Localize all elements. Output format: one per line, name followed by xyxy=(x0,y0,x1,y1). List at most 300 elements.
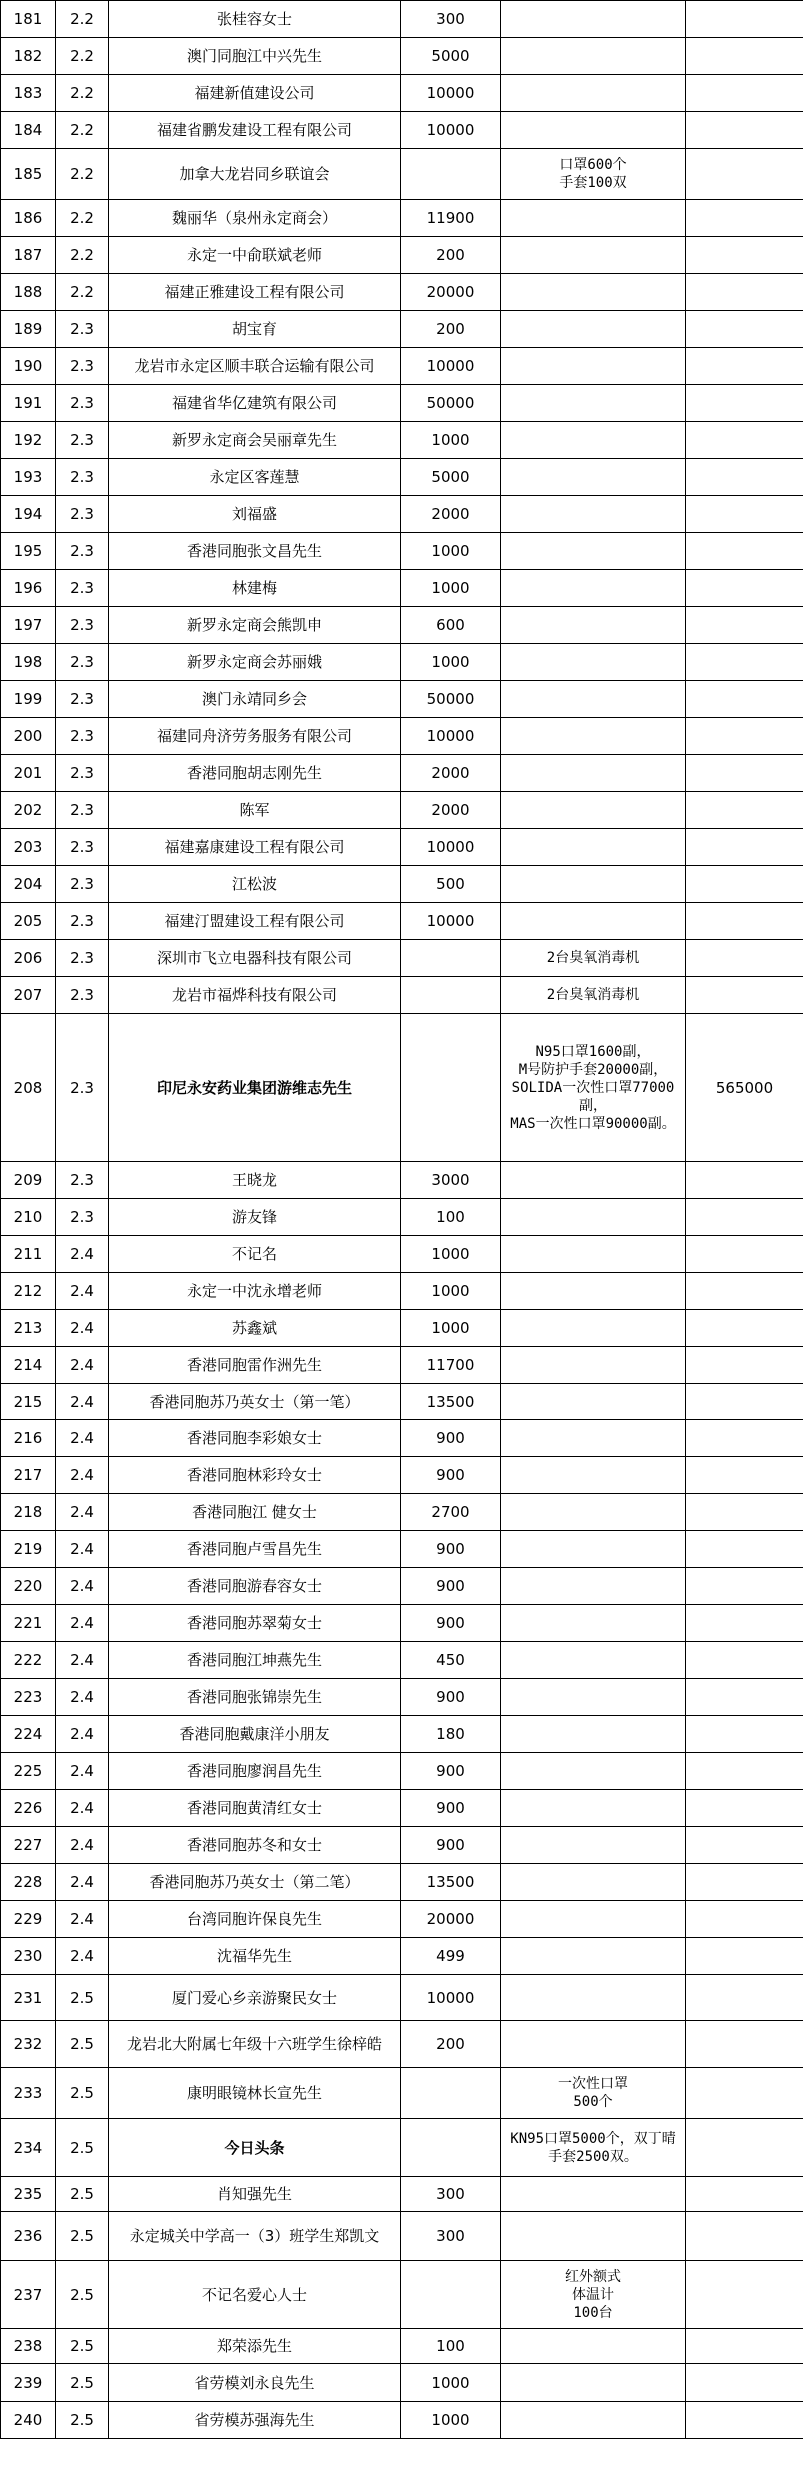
date-cell: 2.3 xyxy=(56,866,109,903)
items-cell xyxy=(501,570,686,607)
amount-cell xyxy=(401,2261,501,2329)
table-row xyxy=(1,644,803,681)
amount-cell: 20000 xyxy=(401,274,501,311)
table-row xyxy=(1,1310,803,1347)
value-cell xyxy=(686,1605,803,1642)
amount-cell: 100 xyxy=(401,1199,501,1236)
row-number-cell: 226 xyxy=(1,1790,56,1827)
row-number-cell: 215 xyxy=(1,1384,56,1420)
table-row xyxy=(1,385,803,422)
table-row xyxy=(1,1014,803,1162)
value-cell xyxy=(686,1790,803,1827)
value-cell xyxy=(686,1716,803,1753)
date-cell: 2.3 xyxy=(56,607,109,644)
items-line: SOLIDA一次性口罩77000 xyxy=(511,1079,675,1096)
donor-cell: 不记名 xyxy=(109,1236,401,1273)
value-cell xyxy=(686,1,803,38)
value-cell xyxy=(686,2068,803,2119)
items-cell xyxy=(501,1679,686,1716)
value-cell xyxy=(686,459,803,496)
row-number-cell: 181 xyxy=(1,1,56,38)
amount-cell: 900 xyxy=(401,1753,501,1790)
donor-cell: 省劳模刘永良先生 xyxy=(109,2364,401,2402)
value-cell xyxy=(686,940,803,977)
table-row xyxy=(1,237,803,274)
date-cell: 2.2 xyxy=(56,75,109,112)
value-cell xyxy=(686,38,803,75)
value-cell xyxy=(686,1494,803,1531)
donor-cell: 永定一中俞联斌老师 xyxy=(109,237,401,274)
row-number-cell: 204 xyxy=(1,866,56,903)
items-cell xyxy=(501,1199,686,1236)
table-row xyxy=(1,2177,803,2212)
value-cell xyxy=(686,149,803,200)
donor-cell: 龙岩北大附属七年级十六班学生徐梓皓 xyxy=(109,2021,401,2068)
amount-cell: 300 xyxy=(401,1,501,38)
table-row xyxy=(1,1790,803,1827)
row-number-cell: 190 xyxy=(1,348,56,385)
amount-cell: 1000 xyxy=(401,2402,501,2439)
table-row xyxy=(1,1901,803,1938)
items-cell xyxy=(501,681,686,718)
donor-cell: 澳门同胞江中兴先生 xyxy=(109,38,401,75)
table-row xyxy=(1,149,803,200)
donor-cell: 龙岩市福烨科技有限公司 xyxy=(109,977,401,1014)
items-line: MAS一次性口罩90000副。 xyxy=(510,1115,676,1132)
row-number-cell: 198 xyxy=(1,644,56,681)
donor-cell: 厦门爱心乡亲游聚民女士 xyxy=(109,1975,401,2021)
donor-cell: 香港同胞张锦崇先生 xyxy=(109,1679,401,1716)
date-cell: 2.2 xyxy=(56,200,109,237)
row-number-cell: 187 xyxy=(1,237,56,274)
table-row xyxy=(1,274,803,311)
row-number-cell: 196 xyxy=(1,570,56,607)
table-row xyxy=(1,200,803,237)
row-number-cell: 193 xyxy=(1,459,56,496)
date-cell: 2.3 xyxy=(56,533,109,570)
items-cell xyxy=(501,1,686,38)
items-cell xyxy=(501,1716,686,1753)
row-number-cell: 213 xyxy=(1,1310,56,1347)
amount-cell: 10000 xyxy=(401,112,501,149)
donor-cell: 林建梅 xyxy=(109,570,401,607)
donor-cell: 省劳模苏强海先生 xyxy=(109,2402,401,2439)
value-cell xyxy=(686,1679,803,1716)
row-number-cell: 182 xyxy=(1,38,56,75)
amount-cell: 50000 xyxy=(401,681,501,718)
donor-cell: 江松波 xyxy=(109,866,401,903)
value-cell xyxy=(686,1273,803,1310)
row-number-cell: 212 xyxy=(1,1273,56,1310)
date-cell: 2.3 xyxy=(56,496,109,533)
date-cell: 2.5 xyxy=(56,2402,109,2439)
amount-cell: 900 xyxy=(401,1827,501,1864)
date-cell: 2.3 xyxy=(56,459,109,496)
value-cell xyxy=(686,570,803,607)
donor-cell: 永定一中沈永增老师 xyxy=(109,1273,401,1310)
table-row xyxy=(1,1,803,38)
date-cell: 2.3 xyxy=(56,1014,109,1162)
date-cell: 2.3 xyxy=(56,792,109,829)
donor-cell: 香港同胞黄清红女士 xyxy=(109,1790,401,1827)
items-line: M号防护手套20000副， xyxy=(518,1061,668,1078)
items-cell xyxy=(501,1347,686,1384)
items-cell xyxy=(501,75,686,112)
value-cell xyxy=(686,1938,803,1975)
row-number-cell: 209 xyxy=(1,1162,56,1199)
amount-cell: 10000 xyxy=(401,348,501,385)
amount-cell: 900 xyxy=(401,1420,501,1457)
date-cell: 2.2 xyxy=(56,149,109,200)
row-number-cell: 236 xyxy=(1,2212,56,2261)
date-cell: 2.2 xyxy=(56,274,109,311)
amount-cell xyxy=(401,149,501,200)
table-row xyxy=(1,866,803,903)
date-cell: 2.3 xyxy=(56,829,109,866)
amount-cell: 1000 xyxy=(401,644,501,681)
amount-cell: 3000 xyxy=(401,1162,501,1199)
donation-table-body xyxy=(1,1,803,2439)
donor-cell: 澳门永靖同乡会 xyxy=(109,681,401,718)
value-cell xyxy=(686,1384,803,1420)
items-cell xyxy=(501,1827,686,1864)
value-cell xyxy=(686,2261,803,2329)
date-cell: 2.5 xyxy=(56,2212,109,2261)
value-cell xyxy=(686,1162,803,1199)
table-row xyxy=(1,681,803,718)
value-cell xyxy=(686,311,803,348)
date-cell: 2.4 xyxy=(56,1531,109,1568)
items-cell xyxy=(501,1901,686,1938)
table-row xyxy=(1,940,803,977)
items-cell xyxy=(501,1273,686,1310)
table-row xyxy=(1,607,803,644)
donor-cell: 沈福华先生 xyxy=(109,1938,401,1975)
value-cell xyxy=(686,1753,803,1790)
row-number-cell: 186 xyxy=(1,200,56,237)
table-row xyxy=(1,1716,803,1753)
amount-cell: 1000 xyxy=(401,570,501,607)
value-cell xyxy=(686,422,803,459)
row-number-cell: 206 xyxy=(1,940,56,977)
donor-cell: 肖知强先生 xyxy=(109,2177,401,2212)
value-cell xyxy=(686,1827,803,1864)
items-cell xyxy=(501,496,686,533)
items-cell xyxy=(501,459,686,496)
value-cell xyxy=(686,2021,803,2068)
date-cell: 2.5 xyxy=(56,2021,109,2068)
items-cell xyxy=(501,2212,686,2261)
donor-cell: 王晓龙 xyxy=(109,1162,401,1199)
donor-cell: 不记名爱心人士 xyxy=(109,2261,401,2329)
date-cell: 2.5 xyxy=(56,2261,109,2329)
table-row xyxy=(1,1236,803,1273)
row-number-cell: 227 xyxy=(1,1827,56,1864)
table-row xyxy=(1,348,803,385)
row-number-cell: 194 xyxy=(1,496,56,533)
items-cell xyxy=(501,2261,686,2329)
items-cell xyxy=(501,422,686,459)
value-cell xyxy=(686,1642,803,1679)
value-cell xyxy=(686,829,803,866)
items-cell xyxy=(501,866,686,903)
items-cell xyxy=(501,2068,686,2119)
table-row xyxy=(1,1864,803,1901)
table-row xyxy=(1,38,803,75)
date-cell: 2.2 xyxy=(56,1,109,38)
items-line: 体温计 xyxy=(572,2286,614,2303)
date-cell: 2.5 xyxy=(56,2177,109,2212)
donor-cell: 香港同胞廖润昌先生 xyxy=(109,1753,401,1790)
value-cell xyxy=(686,112,803,149)
value-cell xyxy=(686,1901,803,1938)
amount-cell: 900 xyxy=(401,1790,501,1827)
amount-cell: 10000 xyxy=(401,1975,501,2021)
amount-cell: 5000 xyxy=(401,38,501,75)
donor-cell: 香港同胞雷作洲先生 xyxy=(109,1347,401,1384)
table-row xyxy=(1,1273,803,1310)
value-cell xyxy=(686,385,803,422)
amount-cell: 13500 xyxy=(401,1864,501,1901)
date-cell: 2.4 xyxy=(56,1384,109,1420)
value-cell xyxy=(686,755,803,792)
row-number-cell: 232 xyxy=(1,2021,56,2068)
value-cell xyxy=(686,1347,803,1384)
date-cell: 2.4 xyxy=(56,1938,109,1975)
items-line: 手套100双 xyxy=(559,175,627,191)
amount-cell: 500 xyxy=(401,866,501,903)
donor-cell: 魏丽华（泉州永定商会） xyxy=(109,200,401,237)
row-number-cell: 224 xyxy=(1,1716,56,1753)
amount-cell: 2000 xyxy=(401,792,501,829)
donor-cell: 康明眼镜林长宣先生 xyxy=(109,2068,401,2119)
amount-cell: 1000 xyxy=(401,533,501,570)
table-row xyxy=(1,311,803,348)
amount-cell: 1000 xyxy=(401,2364,501,2402)
date-cell: 2.5 xyxy=(56,1975,109,2021)
items-cell xyxy=(501,977,686,1014)
row-number-cell: 211 xyxy=(1,1236,56,1273)
amount-cell: 11700 xyxy=(401,1347,501,1384)
donor-cell: 今日头条 xyxy=(109,2119,401,2177)
items-cell xyxy=(501,1864,686,1901)
table-row xyxy=(1,2119,803,2177)
amount-cell: 600 xyxy=(401,607,501,644)
table-row xyxy=(1,1753,803,1790)
date-cell: 2.4 xyxy=(56,1901,109,1938)
value-cell xyxy=(686,792,803,829)
date-cell: 2.4 xyxy=(56,1568,109,1605)
table-row xyxy=(1,75,803,112)
row-number-cell: 239 xyxy=(1,2364,56,2402)
table-row xyxy=(1,2329,803,2364)
donor-cell: 香港同胞林彩玲女士 xyxy=(109,1457,401,1494)
date-cell: 2.2 xyxy=(56,38,109,75)
row-number-cell: 208 xyxy=(1,1014,56,1162)
items-cell xyxy=(501,1384,686,1420)
table-row xyxy=(1,1457,803,1494)
table-row xyxy=(1,1162,803,1199)
donor-cell: 香港同胞苏乃英女士（第一笔） xyxy=(109,1384,401,1420)
donor-cell: 台湾同胞许保良先生 xyxy=(109,1901,401,1938)
items-cell xyxy=(501,1642,686,1679)
row-number-cell: 221 xyxy=(1,1605,56,1642)
value-cell xyxy=(686,718,803,755)
items-line: KN95口罩5000个，双丁晴 xyxy=(510,2130,676,2147)
items-cell xyxy=(501,1494,686,1531)
donor-cell: 永定区客莲慧 xyxy=(109,459,401,496)
items-cell xyxy=(501,1236,686,1273)
date-cell: 2.4 xyxy=(56,1790,109,1827)
table-row xyxy=(1,1494,803,1531)
items-cell xyxy=(501,2021,686,2068)
donor-cell: 新罗永定商会熊凯申 xyxy=(109,607,401,644)
date-cell: 2.3 xyxy=(56,755,109,792)
donor-cell: 龙岩市永定区顺丰联合运输有限公司 xyxy=(109,348,401,385)
items-cell xyxy=(501,274,686,311)
table-row xyxy=(1,829,803,866)
date-cell: 2.3 xyxy=(56,718,109,755)
value-cell xyxy=(686,2329,803,2364)
date-cell: 2.4 xyxy=(56,1273,109,1310)
amount-cell: 1000 xyxy=(401,1273,501,1310)
row-number-cell: 201 xyxy=(1,755,56,792)
amount-cell xyxy=(401,940,501,977)
table-row xyxy=(1,2021,803,2068)
items-cell xyxy=(501,149,686,200)
value-cell xyxy=(686,200,803,237)
amount-cell: 200 xyxy=(401,2021,501,2068)
row-number-cell: 222 xyxy=(1,1642,56,1679)
row-number-cell: 238 xyxy=(1,2329,56,2364)
items-line: 红外额式 xyxy=(565,2268,621,2285)
table-row xyxy=(1,792,803,829)
table-row xyxy=(1,2261,803,2329)
items-line: 一次性口罩 xyxy=(558,2076,628,2092)
donor-cell: 新罗永定商会苏丽娥 xyxy=(109,644,401,681)
date-cell: 2.3 xyxy=(56,1199,109,1236)
table-row xyxy=(1,1605,803,1642)
amount-cell: 10000 xyxy=(401,903,501,940)
date-cell: 2.4 xyxy=(56,1236,109,1273)
items-cell xyxy=(501,385,686,422)
row-number-cell: 237 xyxy=(1,2261,56,2329)
amount-cell: 20000 xyxy=(401,1901,501,1938)
items-line: 500个 xyxy=(573,2094,613,2110)
row-number-cell: 192 xyxy=(1,422,56,459)
donor-cell: 永定城关中学高一（3）班学生郑凯文 xyxy=(109,2212,401,2261)
date-cell: 2.4 xyxy=(56,1753,109,1790)
table-row xyxy=(1,1679,803,1716)
donor-cell: 福建省华亿建筑有限公司 xyxy=(109,385,401,422)
date-cell: 2.3 xyxy=(56,422,109,459)
donor-cell: 香港同胞李彩娘女士 xyxy=(109,1420,401,1457)
table-row xyxy=(1,1938,803,1975)
date-cell: 2.5 xyxy=(56,2364,109,2402)
amount-cell: 900 xyxy=(401,1605,501,1642)
row-number-cell: 220 xyxy=(1,1568,56,1605)
amount-cell: 1000 xyxy=(401,422,501,459)
table-row xyxy=(1,1347,803,1384)
donor-cell: 深圳市飞立电器科技有限公司 xyxy=(109,940,401,977)
date-cell: 2.3 xyxy=(56,311,109,348)
date-cell: 2.2 xyxy=(56,237,109,274)
row-number-cell: 230 xyxy=(1,1938,56,1975)
items-cell xyxy=(501,644,686,681)
table-row xyxy=(1,903,803,940)
amount-cell xyxy=(401,977,501,1014)
items-line: 口罩600个 xyxy=(559,157,627,173)
table-row xyxy=(1,1642,803,1679)
donor-cell: 胡宝育 xyxy=(109,311,401,348)
value-cell xyxy=(686,681,803,718)
items-cell xyxy=(501,2329,686,2364)
value-cell xyxy=(686,903,803,940)
donor-cell: 刘福盛 xyxy=(109,496,401,533)
items-cell xyxy=(501,1753,686,1790)
date-cell: 2.4 xyxy=(56,1457,109,1494)
value-cell xyxy=(686,1236,803,1273)
items-cell xyxy=(501,112,686,149)
date-cell: 2.4 xyxy=(56,1679,109,1716)
amount-cell: 450 xyxy=(401,1642,501,1679)
date-cell: 2.4 xyxy=(56,1310,109,1347)
row-number-cell: 214 xyxy=(1,1347,56,1384)
donor-cell: 陈军 xyxy=(109,792,401,829)
items-cell xyxy=(501,2364,686,2402)
date-cell: 2.3 xyxy=(56,1162,109,1199)
items-cell xyxy=(501,1162,686,1199)
table-row xyxy=(1,1531,803,1568)
row-number-cell: 233 xyxy=(1,2068,56,2119)
amount-cell: 1000 xyxy=(401,1236,501,1273)
donor-cell: 香港同胞戴康洋小朋友 xyxy=(109,1716,401,1753)
row-number-cell: 234 xyxy=(1,2119,56,2177)
value-cell xyxy=(686,2212,803,2261)
donor-cell: 加拿大龙岩同乡联谊会 xyxy=(109,149,401,200)
value-cell xyxy=(686,2402,803,2439)
value-cell xyxy=(686,644,803,681)
amount-cell: 300 xyxy=(401,2177,501,2212)
row-number-cell: 217 xyxy=(1,1457,56,1494)
donor-cell: 香港同胞卢雪昌先生 xyxy=(109,1531,401,1568)
donor-cell: 福建省鹏发建设工程有限公司 xyxy=(109,112,401,149)
amount-cell: 10000 xyxy=(401,718,501,755)
value-cell xyxy=(686,1531,803,1568)
table-row xyxy=(1,1384,803,1420)
donor-cell: 福建新值建设公司 xyxy=(109,75,401,112)
date-cell: 2.3 xyxy=(56,385,109,422)
items-cell xyxy=(501,2177,686,2212)
row-number-cell: 199 xyxy=(1,681,56,718)
table-row xyxy=(1,1975,803,2021)
row-number-cell: 229 xyxy=(1,1901,56,1938)
items-line: 2台臭氧消毒机 xyxy=(546,987,640,1003)
amount-cell: 900 xyxy=(401,1531,501,1568)
amount-cell: 2700 xyxy=(401,1494,501,1531)
items-line: 副， xyxy=(579,1097,607,1114)
table-row xyxy=(1,459,803,496)
table-row xyxy=(1,533,803,570)
table-row xyxy=(1,977,803,1014)
amount-cell: 900 xyxy=(401,1679,501,1716)
value-cell xyxy=(686,866,803,903)
items-cell xyxy=(501,1531,686,1568)
amount-cell: 499 xyxy=(401,1938,501,1975)
table-row xyxy=(1,755,803,792)
row-number-cell: 207 xyxy=(1,977,56,1014)
value-cell xyxy=(686,2177,803,2212)
